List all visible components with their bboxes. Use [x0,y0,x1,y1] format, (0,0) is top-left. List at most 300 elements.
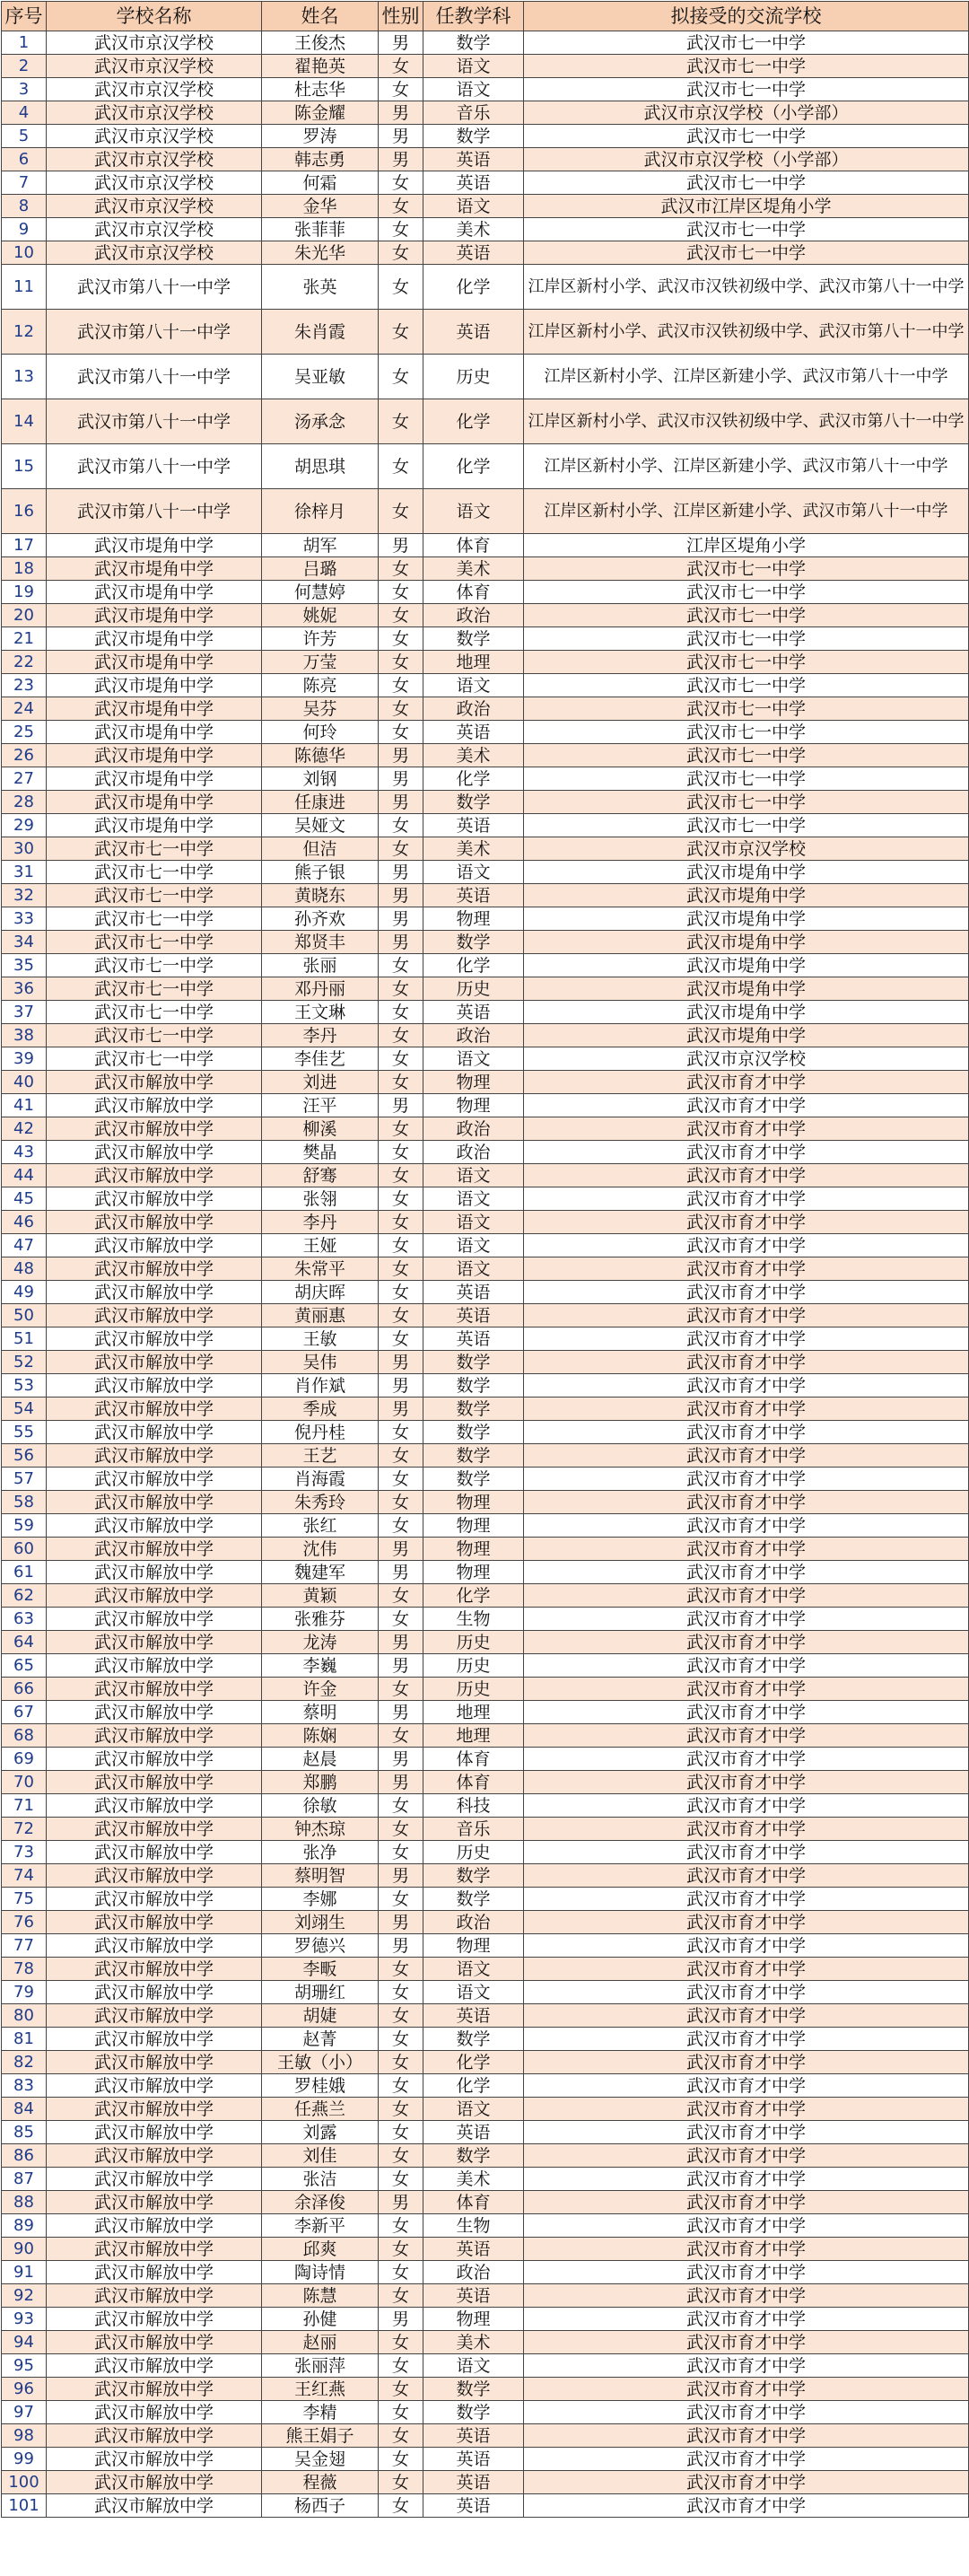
cell-destination: 武汉市育才中学 [524,1468,969,1491]
cell-gender: 女 [379,2494,423,2518]
table-row [2,534,969,557]
cell-gender: 男 [379,2191,423,2214]
table-row [2,1608,969,1631]
table-row [2,2121,969,2144]
cell-destination: 武汉市育才中学 [524,2354,969,2378]
cell-name: 孙健 [262,2308,379,2331]
cell-school: 武汉市解放中学 [47,2471,262,2494]
table-row [2,444,969,489]
table-row [2,2074,969,2098]
cell-gender: 女 [379,627,423,651]
cell-subject: 语文 [423,195,524,218]
cell-subject: 数学 [423,1421,524,1444]
cell-destination: 武汉市育才中学 [524,1281,969,1304]
cell-seq: 53 [2,1374,47,1398]
cell-subject: 政治 [423,2261,524,2284]
cell-name: 吴金翅 [262,2448,379,2471]
cell-destination: 武汉市育才中学 [524,1327,969,1351]
cell-subject: 物理 [423,1491,524,1514]
cell-name: 蔡明 [262,1701,379,1724]
table-row [2,1421,969,1444]
table-row [2,1374,969,1398]
cell-school: 武汉市解放中学 [47,1818,262,1841]
cell-name: 沈伟 [262,1538,379,1561]
cell-school: 武汉市七一中学 [47,931,262,954]
cell-subject: 数学 [423,791,524,814]
cell-gender: 女 [379,1257,423,1281]
cell-subject: 数学 [423,1468,524,1491]
cell-name: 朱光华 [262,241,379,265]
table-row [2,674,969,697]
cell-gender: 女 [379,1187,423,1211]
cell-seq: 11 [2,265,47,310]
cell-school: 武汉市京汉学校 [47,101,262,125]
cell-school: 武汉市京汉学校 [47,31,262,55]
cell-name: 朱肖霞 [262,310,379,355]
table-row [2,2168,969,2191]
cell-school: 武汉市堤角中学 [47,581,262,604]
header-subject: 任教学科 [423,2,524,31]
cell-name: 胡思琪 [262,444,379,489]
cell-gender: 女 [379,2424,423,2448]
cell-seq: 67 [2,1701,47,1724]
cell-gender: 男 [379,1771,423,1794]
cell-seq: 47 [2,1234,47,1257]
cell-subject: 化学 [423,265,524,310]
cell-destination: 武汉市京汉学校（小学部） [524,101,969,125]
cell-gender: 女 [379,2238,423,2261]
cell-destination: 武汉市育才中学 [524,1421,969,1444]
table-row [2,1491,969,1514]
cell-gender: 女 [379,1678,423,1701]
cell-school: 武汉市解放中学 [47,2494,262,2518]
table-row [2,1701,969,1724]
cell-name: 刘钢 [262,767,379,791]
cell-name: 何玲 [262,721,379,744]
cell-seq: 23 [2,674,47,697]
cell-destination: 武汉市育才中学 [524,2214,969,2238]
cell-subject: 语文 [423,78,524,101]
cell-destination: 武汉市育才中学 [524,2028,969,2051]
cell-school: 武汉市七一中学 [47,954,262,977]
table-row [2,1164,969,1187]
cell-school: 武汉市解放中学 [47,2261,262,2284]
cell-name: 汤承念 [262,399,379,444]
cell-seq: 83 [2,2074,47,2098]
cell-gender: 女 [379,977,423,1001]
cell-name: 许金 [262,1678,379,1701]
cell-school: 武汉市解放中学 [47,1468,262,1491]
cell-name: 钟杰琼 [262,1818,379,1841]
cell-school: 武汉市京汉学校 [47,171,262,195]
cell-name: 李新平 [262,2214,379,2238]
cell-seq: 69 [2,1748,47,1771]
table-row [2,2191,969,2214]
cell-destination: 武汉市育才中学 [524,2331,969,2354]
cell-school: 武汉市解放中学 [47,1374,262,1398]
cell-school: 武汉市七一中学 [47,1024,262,1047]
cell-seq: 57 [2,1468,47,1491]
cell-seq: 96 [2,2378,47,2401]
cell-subject: 英语 [423,2448,524,2471]
cell-gender: 女 [379,674,423,697]
cell-destination: 武汉市育才中学 [524,1374,969,1398]
cell-seq: 76 [2,1911,47,1934]
cell-name: 胡珊红 [262,1981,379,2004]
cell-destination: 武汉市育才中学 [524,1934,969,1958]
table-row [2,1211,969,1234]
cell-seq: 63 [2,1608,47,1631]
cell-gender: 女 [379,2448,423,2471]
cell-seq: 2 [2,55,47,78]
cell-subject: 化学 [423,954,524,977]
cell-school: 武汉市堤角中学 [47,627,262,651]
cell-subject: 英语 [423,721,524,744]
cell-school: 武汉市解放中学 [47,1327,262,1351]
cell-destination: 武汉市堤角中学 [524,1001,969,1024]
cell-name: 王敏 [262,1327,379,1351]
cell-seq: 18 [2,557,47,581]
cell-school: 武汉市解放中学 [47,2214,262,2238]
cell-seq: 99 [2,2448,47,2471]
cell-subject: 美术 [423,744,524,767]
cell-gender: 女 [379,1468,423,1491]
table-row [2,2354,969,2378]
cell-school: 武汉市七一中学 [47,861,262,884]
cell-school: 武汉市堤角中学 [47,767,262,791]
cell-destination: 武汉市育才中学 [524,1514,969,1538]
cell-gender: 女 [379,1584,423,1608]
cell-subject: 语文 [423,2098,524,2121]
cell-seq: 79 [2,1981,47,2004]
cell-gender: 男 [379,1374,423,1398]
cell-school: 武汉市解放中学 [47,2401,262,2424]
cell-school: 武汉市解放中学 [47,1491,262,1514]
cell-destination: 武汉市育才中学 [524,1117,969,1141]
cell-subject: 数学 [423,2144,524,2168]
cell-subject: 语文 [423,1257,524,1281]
cell-seq: 85 [2,2121,47,2144]
cell-seq: 62 [2,1584,47,1608]
cell-gender: 女 [379,444,423,489]
cell-destination: 武汉市育才中学 [524,2074,969,2098]
table-row [2,1724,969,1748]
cell-gender: 女 [379,1818,423,1841]
cell-name: 李佳艺 [262,1047,379,1071]
cell-subject: 语文 [423,1234,524,1257]
cell-subject: 数学 [423,2378,524,2401]
table-row [2,1888,969,1911]
cell-seq: 84 [2,2098,47,2121]
cell-destination: 武汉市七一中学 [524,171,969,195]
cell-gender: 女 [379,954,423,977]
cell-gender: 女 [379,1024,423,1047]
cell-destination: 武汉市江岸区堤角小学 [524,195,969,218]
cell-destination: 江岸区堤角小学 [524,534,969,557]
cell-seq: 58 [2,1491,47,1514]
cell-name: 陈亮 [262,674,379,697]
cell-subject: 数学 [423,1398,524,1421]
cell-name: 朱秀玲 [262,1491,379,1514]
cell-seq: 26 [2,744,47,767]
cell-gender: 女 [379,78,423,101]
cell-seq: 100 [2,2471,47,2494]
cell-seq: 36 [2,977,47,1001]
cell-seq: 5 [2,125,47,148]
cell-subject: 地理 [423,1701,524,1724]
cell-subject: 物理 [423,1934,524,1958]
cell-school: 武汉市堤角中学 [47,721,262,744]
cell-name: 刘进 [262,1071,379,1094]
cell-school: 武汉市解放中学 [47,2098,262,2121]
cell-subject: 英语 [423,148,524,171]
cell-name: 程薇 [262,2471,379,2494]
cell-gender: 男 [379,1561,423,1584]
cell-seq: 56 [2,1444,47,1468]
cell-gender: 女 [379,2331,423,2354]
cell-name: 赵晨 [262,1748,379,1771]
cell-gender: 女 [379,1001,423,1024]
cell-gender: 女 [379,1444,423,1468]
cell-school: 武汉市解放中学 [47,1958,262,1981]
cell-destination: 武汉市育才中学 [524,1888,969,1911]
cell-gender: 女 [379,1141,423,1164]
cell-name: 吴亚敏 [262,355,379,399]
cell-seq: 95 [2,2354,47,2378]
cell-school: 武汉市解放中学 [47,1141,262,1164]
cell-subject: 历史 [423,1654,524,1678]
cell-destination: 武汉市育才中学 [524,1724,969,1748]
cell-destination: 武汉市育才中学 [524,1701,969,1724]
cell-gender: 男 [379,791,423,814]
cell-school: 武汉市解放中学 [47,1841,262,1864]
cell-gender: 男 [379,861,423,884]
table-row [2,55,969,78]
cell-seq: 60 [2,1538,47,1561]
cell-gender: 女 [379,399,423,444]
cell-destination: 武汉市育才中学 [524,1187,969,1211]
cell-destination: 武汉市育才中学 [524,1771,969,1794]
table-row [2,1818,969,1841]
cell-subject: 数学 [423,1864,524,1888]
table-row [2,1911,969,1934]
cell-subject: 语文 [423,489,524,534]
cell-gender: 女 [379,1234,423,1257]
cell-school: 武汉市七一中学 [47,1001,262,1024]
cell-gender: 女 [379,1071,423,1094]
cell-destination: 武汉市京汉学校 [524,837,969,861]
cell-seq: 61 [2,1561,47,1584]
cell-gender: 女 [379,581,423,604]
cell-seq: 1 [2,31,47,55]
table-body [2,31,969,2518]
cell-subject: 美术 [423,2168,524,2191]
cell-school: 武汉市七一中学 [47,884,262,907]
cell-seq: 59 [2,1514,47,1538]
cell-seq: 29 [2,814,47,837]
cell-gender: 男 [379,125,423,148]
cell-destination: 武汉市七一中学 [524,218,969,241]
cell-subject: 语文 [423,1981,524,2004]
cell-school: 武汉市解放中学 [47,1304,262,1327]
cell-school: 武汉市京汉学校 [47,241,262,265]
cell-destination: 武汉市育才中学 [524,1748,969,1771]
cell-gender: 男 [379,1748,423,1771]
table-row [2,791,969,814]
cell-gender: 女 [379,2401,423,2424]
cell-gender: 女 [379,2471,423,2494]
table-row [2,954,969,977]
table-row [2,767,969,791]
cell-subject: 体育 [423,1748,524,1771]
header-row [2,2,969,31]
cell-seq: 39 [2,1047,47,1071]
cell-name: 张翎 [262,1187,379,1211]
cell-seq: 38 [2,1024,47,1047]
cell-school: 武汉市解放中学 [47,2121,262,2144]
cell-gender: 男 [379,101,423,125]
cell-school: 武汉市解放中学 [47,2308,262,2331]
cell-name: 韩志勇 [262,148,379,171]
cell-seq: 34 [2,931,47,954]
cell-school: 武汉市解放中学 [47,2191,262,2214]
cell-school: 武汉市七一中学 [47,837,262,861]
cell-school: 武汉市解放中学 [47,1608,262,1631]
cell-subject: 历史 [423,1841,524,1864]
cell-gender: 女 [379,721,423,744]
table-row [2,2448,969,2471]
cell-school: 武汉市解放中学 [47,1678,262,1701]
cell-destination: 武汉市育才中学 [524,2284,969,2308]
cell-destination: 武汉市堤角中学 [524,907,969,931]
header-school: 学校名称 [47,2,262,31]
table-row [2,1444,969,1468]
table-row [2,78,969,101]
cell-subject: 生物 [423,2214,524,2238]
cell-seq: 22 [2,651,47,674]
cell-school: 武汉市七一中学 [47,907,262,931]
cell-subject: 物理 [423,907,524,931]
table-row [2,721,969,744]
cell-school: 武汉市解放中学 [47,1888,262,1911]
cell-name: 许芳 [262,627,379,651]
cell-seq: 19 [2,581,47,604]
cell-seq: 25 [2,721,47,744]
cell-gender: 女 [379,1491,423,1514]
cell-seq: 27 [2,767,47,791]
table-row [2,837,969,861]
cell-school: 武汉市解放中学 [47,2378,262,2401]
cell-destination: 武汉市育才中学 [524,2098,969,2121]
cell-name: 熊王娟子 [262,2424,379,2448]
cell-gender: 男 [379,884,423,907]
cell-seq: 66 [2,1678,47,1701]
cell-gender: 女 [379,2098,423,2121]
table-row [2,218,969,241]
cell-destination: 江岸区新村小学、江岸区新建小学、武汉市第八十一中学 [524,355,969,399]
cell-seq: 52 [2,1351,47,1374]
cell-seq: 46 [2,1211,47,1234]
cell-subject: 物理 [423,1561,524,1584]
cell-name: 黄颖 [262,1584,379,1608]
cell-gender: 女 [379,241,423,265]
cell-school: 武汉市解放中学 [47,1771,262,1794]
cell-seq: 48 [2,1257,47,1281]
cell-name: 杜志华 [262,78,379,101]
table-row [2,1631,969,1654]
cell-school: 武汉市解放中学 [47,1981,262,2004]
cell-destination: 武汉市育才中学 [524,2448,969,2471]
cell-destination: 武汉市育才中学 [524,2238,969,2261]
cell-school: 武汉市解放中学 [47,1631,262,1654]
cell-name: 任康进 [262,791,379,814]
cell-name: 张雅芬 [262,1608,379,1631]
cell-school: 武汉市解放中学 [47,1351,262,1374]
table-row [2,604,969,627]
cell-destination: 武汉市七一中学 [524,125,969,148]
cell-name: 张丽萍 [262,2354,379,2378]
cell-subject: 政治 [423,697,524,721]
cell-subject: 语文 [423,1211,524,1234]
cell-name: 万莹 [262,651,379,674]
cell-destination: 武汉市七一中学 [524,604,969,627]
cell-school: 武汉市第八十一中学 [47,489,262,534]
cell-school: 武汉市解放中学 [47,2144,262,2168]
cell-subject: 英语 [423,1327,524,1351]
cell-gender: 女 [379,2284,423,2308]
table-row [2,1934,969,1958]
cell-school: 武汉市七一中学 [47,977,262,1001]
cell-destination: 江岸区新村小学、江岸区新建小学、武汉市第八十一中学 [524,489,969,534]
cell-seq: 42 [2,1117,47,1141]
table-row [2,1678,969,1701]
cell-gender: 女 [379,1981,423,2004]
table-row [2,2494,969,2518]
cell-destination: 武汉市七一中学 [524,627,969,651]
cell-gender: 女 [379,489,423,534]
cell-destination: 武汉市七一中学 [524,31,969,55]
cell-gender: 女 [379,1888,423,1911]
cell-gender: 女 [379,1608,423,1631]
cell-school: 武汉市解放中学 [47,2051,262,2074]
cell-destination: 武汉市育才中学 [524,1561,969,1584]
cell-gender: 女 [379,1841,423,1864]
cell-seq: 10 [2,241,47,265]
cell-destination: 武汉市育才中学 [524,1211,969,1234]
cell-gender: 男 [379,1398,423,1421]
cell-seq: 3 [2,78,47,101]
table-row [2,1117,969,1141]
cell-school: 武汉市解放中学 [47,1421,262,1444]
cell-seq: 64 [2,1631,47,1654]
cell-subject: 化学 [423,444,524,489]
table-header [2,2,969,31]
cell-gender: 女 [379,1724,423,1748]
cell-school: 武汉市解放中学 [47,1094,262,1117]
cell-destination: 武汉市育才中学 [524,1608,969,1631]
cell-school: 武汉市解放中学 [47,1164,262,1187]
cell-name: 李丹 [262,1211,379,1234]
cell-gender: 女 [379,2121,423,2144]
cell-seq: 44 [2,1164,47,1187]
cell-name: 李精 [262,2401,379,2424]
table-row [2,1071,969,1094]
cell-school: 武汉市解放中学 [47,2331,262,2354]
cell-name: 魏建军 [262,1561,379,1584]
cell-seq: 43 [2,1141,47,1164]
cell-name: 吴娅文 [262,814,379,837]
cell-destination: 武汉市育才中学 [524,2471,969,2494]
